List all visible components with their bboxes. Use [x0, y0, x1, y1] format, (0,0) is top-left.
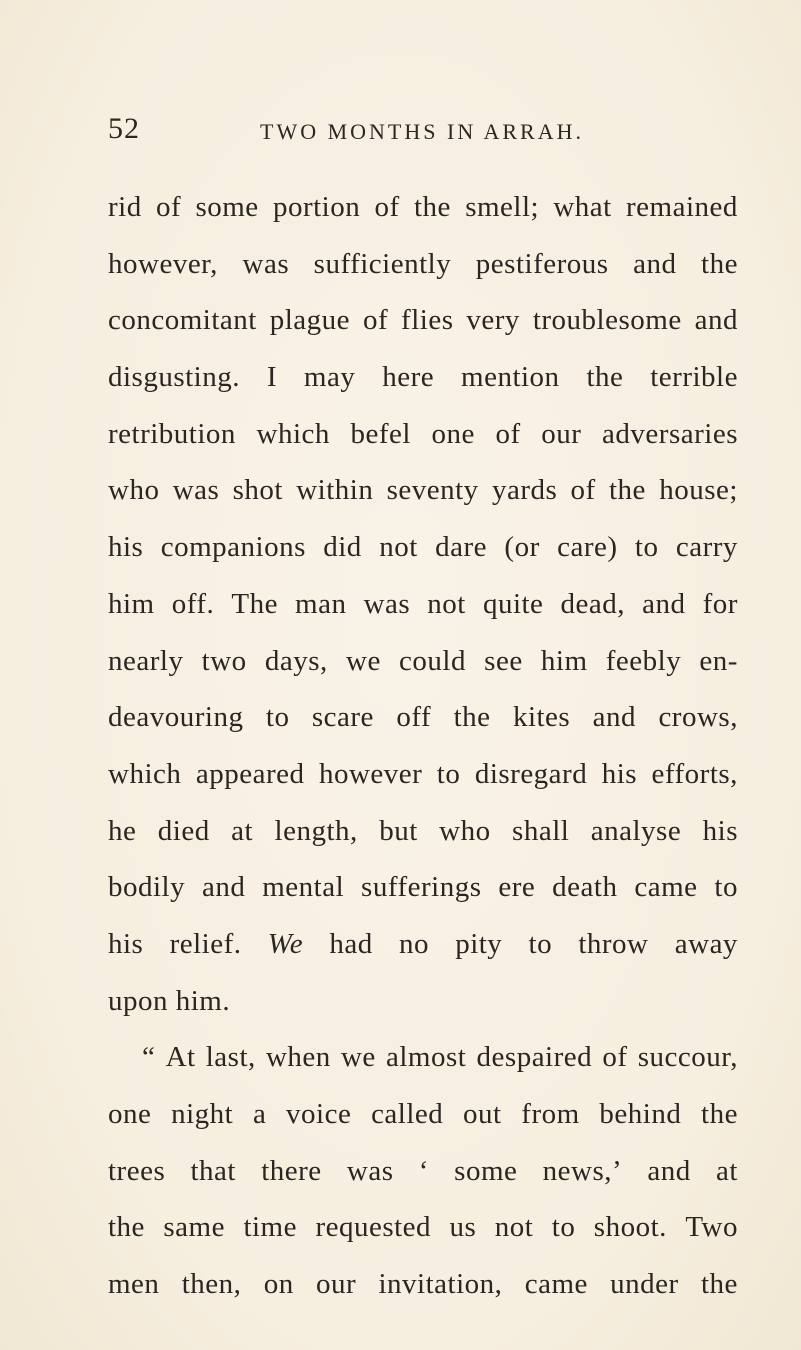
word: ere — [498, 871, 536, 904]
word: voice — [286, 1098, 352, 1130]
text-line — [108, 697, 738, 754]
word: however — [318, 757, 423, 790]
word: the — [586, 361, 624, 394]
word: our — [316, 1268, 357, 1301]
word: within — [296, 474, 374, 507]
word: At — [165, 1041, 196, 1074]
word: one — [431, 417, 475, 450]
word: for — [702, 587, 738, 620]
word: night — [171, 1098, 234, 1130]
word: however, — [108, 247, 218, 280]
word: we — [340, 1041, 376, 1074]
word: off. — [171, 587, 215, 620]
word: and — [633, 247, 677, 280]
word: feebly — [605, 644, 682, 677]
word: of — [374, 191, 400, 223]
word: away — [674, 927, 738, 960]
word: the — [701, 247, 738, 280]
word: succour, — [637, 1041, 738, 1074]
word: kites — [512, 701, 571, 734]
word: quite — [482, 587, 544, 620]
word: man — [295, 587, 347, 620]
word: not — [379, 531, 418, 564]
word: disregard — [474, 757, 588, 790]
word: befel — [350, 417, 411, 450]
text-line — [108, 300, 738, 357]
word: we — [346, 644, 381, 677]
text-line — [108, 187, 738, 244]
word: terrible — [650, 361, 738, 394]
text-line — [108, 527, 738, 584]
word: but — [379, 814, 418, 847]
word: him — [108, 587, 155, 620]
text-line — [108, 1094, 738, 1151]
word: what — [553, 191, 612, 223]
word: disgusting. — [108, 361, 240, 394]
word: death — [552, 871, 618, 904]
word: and — [694, 304, 738, 337]
text-line — [108, 924, 738, 981]
word: may — [303, 361, 356, 394]
word: from — [521, 1098, 580, 1130]
text-line — [108, 1264, 738, 1321]
word: The — [231, 587, 278, 620]
word: see — [484, 644, 523, 677]
word: the — [453, 701, 491, 734]
word: news,’ — [542, 1154, 623, 1187]
text-line — [108, 641, 738, 698]
word: Two — [685, 1211, 738, 1244]
running-head — [108, 112, 718, 152]
word: mental — [262, 871, 345, 904]
word: his — [702, 814, 738, 847]
word: (or — [504, 531, 540, 564]
word: appeared — [195, 757, 305, 790]
word: was — [172, 474, 220, 507]
word: his — [601, 757, 638, 790]
word: at — [715, 1154, 738, 1187]
word: shot — [232, 474, 283, 507]
word: two — [201, 644, 247, 677]
word: rid — [108, 191, 142, 223]
word: us — [449, 1211, 477, 1244]
word: out — [463, 1098, 502, 1130]
word: of — [602, 1041, 628, 1074]
word: of — [156, 191, 182, 223]
text-line — [108, 1207, 738, 1264]
text-line — [108, 244, 738, 301]
word: was — [346, 1154, 394, 1187]
word: nearly — [108, 644, 184, 677]
word: shoot. — [593, 1211, 667, 1244]
text-line — [108, 867, 738, 924]
word: shall — [512, 814, 570, 847]
word: to — [265, 701, 290, 734]
word: he — [108, 814, 137, 847]
word: house; — [659, 474, 738, 507]
word: “ — [142, 1041, 156, 1074]
word: came — [524, 1268, 588, 1301]
italic-word: We — [267, 927, 304, 960]
word: who — [439, 814, 491, 847]
word: to — [551, 1211, 576, 1244]
word: pity — [455, 927, 503, 960]
page-number: 52 — [108, 112, 140, 145]
word: then, — [181, 1268, 242, 1301]
word: to — [436, 757, 461, 790]
word: length, — [274, 814, 358, 847]
word: the — [608, 474, 646, 507]
word: could — [399, 644, 466, 677]
word: the — [701, 1268, 738, 1301]
word: some — [454, 1154, 518, 1187]
word: when — [265, 1041, 331, 1074]
word: smell; — [465, 191, 540, 223]
word: under — [610, 1268, 679, 1301]
text-line — [108, 1151, 738, 1208]
word: requested — [315, 1211, 432, 1244]
text-line — [108, 1037, 738, 1094]
word: the — [701, 1098, 738, 1130]
word: one — [108, 1098, 152, 1130]
word: to — [528, 927, 553, 960]
text-line — [108, 981, 738, 1038]
word: yards — [491, 474, 558, 507]
word: his — [108, 531, 144, 564]
word: same — [163, 1211, 225, 1244]
word: almost — [386, 1041, 467, 1074]
word: care) — [557, 531, 618, 564]
word: which — [256, 417, 330, 450]
word: died — [157, 814, 210, 847]
word: plague — [269, 304, 351, 337]
word: carry — [675, 531, 738, 564]
text-line — [108, 584, 738, 641]
word: at — [231, 814, 254, 847]
word: mention — [461, 361, 560, 394]
word: who — [108, 474, 160, 507]
word: adversaries — [602, 417, 738, 450]
word: last, — [205, 1041, 256, 1074]
text-line — [108, 754, 738, 811]
word: I — [266, 361, 278, 394]
word: that — [190, 1154, 236, 1187]
word: scare — [311, 701, 374, 734]
word: behind — [599, 1098, 682, 1130]
word: on — [263, 1268, 294, 1301]
word: and — [642, 587, 686, 620]
word: very — [466, 304, 520, 337]
word: invitation, — [378, 1268, 503, 1301]
word: bodily — [108, 871, 186, 904]
word: remained — [626, 191, 738, 223]
text-line — [108, 811, 738, 868]
word: companions — [160, 531, 306, 564]
word: and — [647, 1154, 691, 1187]
word: the — [108, 1211, 145, 1244]
word: him — [540, 644, 588, 677]
word: efforts, — [651, 757, 738, 790]
text-line — [108, 357, 738, 414]
word: portion — [272, 191, 361, 223]
word: en- — [699, 644, 738, 677]
word: throw — [578, 927, 649, 960]
word: a — [252, 1098, 267, 1130]
word: was — [242, 247, 290, 280]
word: to — [634, 531, 659, 564]
body-text — [108, 187, 738, 1321]
word: some — [195, 191, 259, 223]
word: ‘ — [418, 1154, 429, 1187]
word: trees — [108, 1154, 166, 1187]
word: of — [495, 417, 521, 450]
word: not — [427, 587, 466, 620]
word: of — [570, 474, 596, 507]
word: came — [634, 871, 698, 904]
word: flies — [401, 304, 454, 337]
word: his — [108, 927, 144, 960]
word: the — [413, 191, 451, 223]
word: our — [541, 417, 582, 450]
word: here — [382, 361, 435, 394]
word: pestiferous — [475, 247, 609, 280]
text-line — [108, 414, 738, 471]
word: no — [398, 927, 429, 960]
word: concomitant — [108, 304, 257, 337]
word: seventy — [386, 474, 479, 507]
running-title: TWO MONTHS IN ARRAH. — [260, 119, 584, 144]
word: time — [243, 1211, 297, 1244]
word: upon him. — [108, 984, 231, 1017]
word: sufficiently — [313, 247, 452, 280]
word: of — [362, 304, 389, 337]
word: to — [714, 871, 738, 904]
word: off — [396, 701, 432, 734]
word: and — [202, 871, 246, 904]
word: dare — [435, 531, 488, 564]
word: there — [261, 1154, 322, 1187]
text-line — [108, 470, 738, 527]
word: did — [323, 531, 362, 564]
word: deavouring — [108, 701, 244, 734]
word: troublesome — [532, 304, 682, 337]
word: retribution — [108, 417, 236, 450]
word: was — [363, 587, 411, 620]
word: days, — [264, 644, 328, 677]
word: analyse — [590, 814, 682, 847]
word: and — [592, 701, 637, 734]
word: which — [108, 757, 182, 790]
word: called — [371, 1098, 444, 1130]
word: despaired — [476, 1041, 593, 1074]
word: not — [494, 1211, 534, 1244]
word: sufferings — [361, 871, 482, 904]
word: relief. — [169, 927, 242, 960]
word: crows, — [658, 701, 738, 734]
word: dead, — [560, 587, 626, 620]
word: had — [329, 927, 373, 960]
word: men — [108, 1268, 160, 1301]
